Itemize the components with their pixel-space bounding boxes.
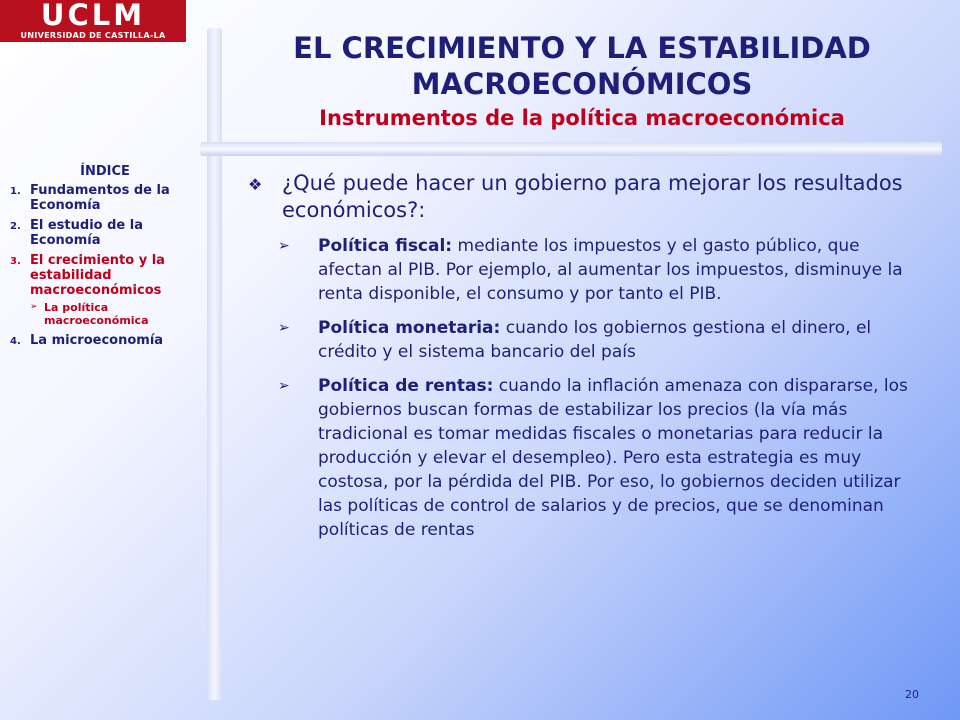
vertical-divider [207,28,222,700]
policy-item-rentas [278,374,920,542]
policy-name: Política fiscal: [318,236,453,256]
policy-text: mediante los impuestos y el gasto público, que afectan al PIB. Por ejemplo, al aumentar los impuestos, disminuye la renta disponible, el consumo y por tanto el PIB. [318,236,903,304]
index-item-number: 3. [10,256,21,267]
policy-text: cuando los gobiernos gestiona el dinero, el crédito y el sistema bancario del país [318,318,872,362]
logo-university: UNIVERSIDAD DE CASTILLA-LA MANCHA [20,31,166,52]
arrow-bullet-icon: ➢ [30,302,38,312]
index-item-label: Fundamentos de la Economía [30,183,170,213]
index-item-crecimiento[interactable] [10,253,200,298]
index-item-microeconomia[interactable] [10,333,200,349]
main-content [244,170,920,542]
page-subtitle: Instrumentos de la política macroeconómica [319,106,845,130]
index-item-label: La microeconomía [30,333,164,348]
page-number: 20 [905,688,919,701]
index-panel [10,164,200,354]
arrow-bullet-icon: ➢ [278,320,290,336]
index-item-number: 2. [10,221,21,232]
page-title: EL CRECIMIENTO Y LA ESTABILIDAD MACROECONÓMICOS [293,31,871,101]
policy-name: Política monetaria: [318,318,501,338]
arrow-bullet-icon: ➢ [278,238,290,254]
index-item-fundamentos[interactable] [10,183,200,213]
policy-item-monetaria [278,316,920,364]
logo-name: UCLM [40,0,146,32]
uclm-logo [0,0,186,52]
index-item-number: 1. [10,186,21,197]
policy-name: Política de rentas: [318,376,494,396]
index-subitem-politica[interactable] [10,301,200,327]
question-text: ¿Qué puede hacer un gobierno para mejorar los resultados económicos?: [282,171,903,222]
index-item-number: 4. [10,336,21,347]
horizontal-divider [200,142,942,156]
question-bullet [244,170,920,224]
index-item-estudio[interactable] [10,218,200,248]
diamond-bullet-icon: ❖ [248,175,263,194]
index-title: ÍNDICE [80,164,130,179]
policy-item-fiscal [278,234,920,306]
arrow-bullet-icon: ➢ [278,378,290,394]
index-subitem-label: La política macroeconómica [44,301,149,327]
index-item-label: El crecimiento y la estabilidad macroeconómicos [30,253,165,298]
policy-text: cuando la inflación amenaza con dispararse, los gobiernos buscan formas de estabilizar los precios (la vía más tradicional es tomar medidas fiscales o monetarias para reducir la producción y elevar el desempleo). Pero esta estrategia es muy costosa, por la pérdida del PIB. Por eso, lo gobiernos deciden utilizar las políticas de control de salarios y de precios, que se denominan políticas de rentas [318,376,908,540]
index-item-label: El estudio de la Economía [30,218,143,248]
